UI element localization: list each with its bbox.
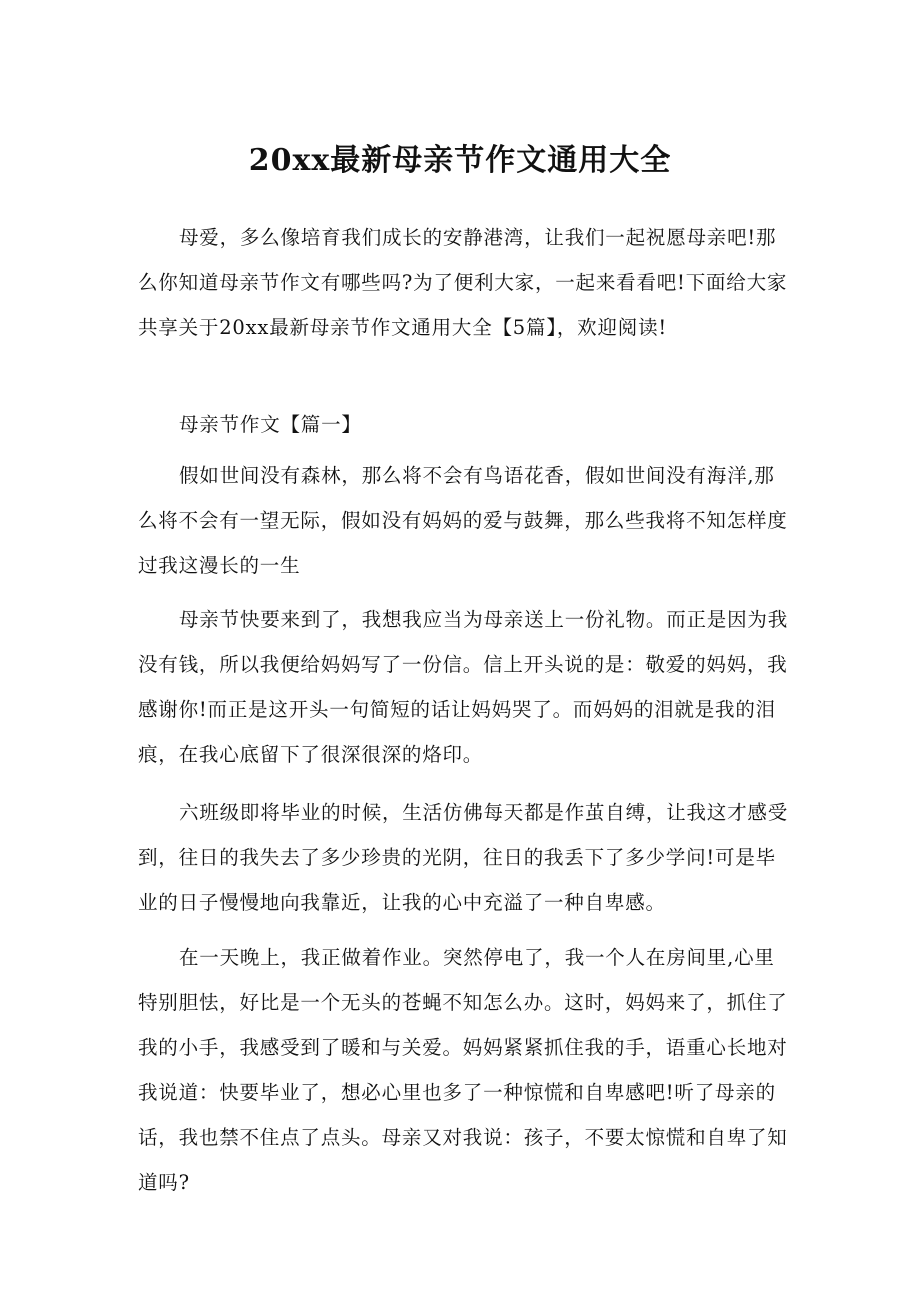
section-heading: 母亲节作文【篇一】 — [179, 413, 362, 436]
body-paragraph: 假如世间没有森林，那么将不会有鸟语花香，假如世间没有海洋,那么将不会有一望无际，假如没有妈妈的爱与鼓舞，那么些我将不知怎样度过我这漫长的一生 — [138, 464, 788, 577]
page-title: 20xx最新母亲节作文通用大全 — [248, 143, 672, 178]
body-paragraph: 在一天晚上，我正做着作业。突然停电了，我一个人在房间里,心里特别胆怯，好比是一个无头的苍蝇不知怎么办。这时，妈妈来了，抓住了我的小手，我感受到了暖和与关爱。妈妈紧紧抓住我的手，语重心长地对我说道：快要毕业了，想必心里也多了一种惊慌和自卑感吧!听了母亲的话，我也禁不住点了点头。母亲又对我说：孩子，不要太惊慌和自卑了知道吗? — [138, 946, 788, 1194]
body-paragraph: 母亲节快要来到了，我想我应当为母亲送上一份礼物。而正是因为我没有钱，所以我便给妈妈写了一份信。信上开头说的是：敬爱的妈妈，我感谢你!而正是这开头一句简短的话让妈妈哭了。而妈妈的泪就是我的泪痕，在我心底留下了很深很深的烙印。 — [138, 608, 789, 766]
body-paragraph: 六班级即将毕业的时候，生活仿佛每天都是作茧自缚，让我这才感受到，往日的我失去了多少珍贵的光阴，往日的我丢下了多少学问!可是毕业的日子慢慢地向我靠近，让我的心中充溢了一种自卑感。 — [138, 801, 789, 914]
intro-paragraph: 母爱，多么像培育我们成长的安静港湾，让我们一起祝愿母亲吧!那么你知道母亲节作文有哪些吗?为了便利大家，一起来看看吧!下面给大家共享关于20xx最新母亲节作文通用大全【5篇】，欢迎阅读! — [138, 226, 788, 339]
